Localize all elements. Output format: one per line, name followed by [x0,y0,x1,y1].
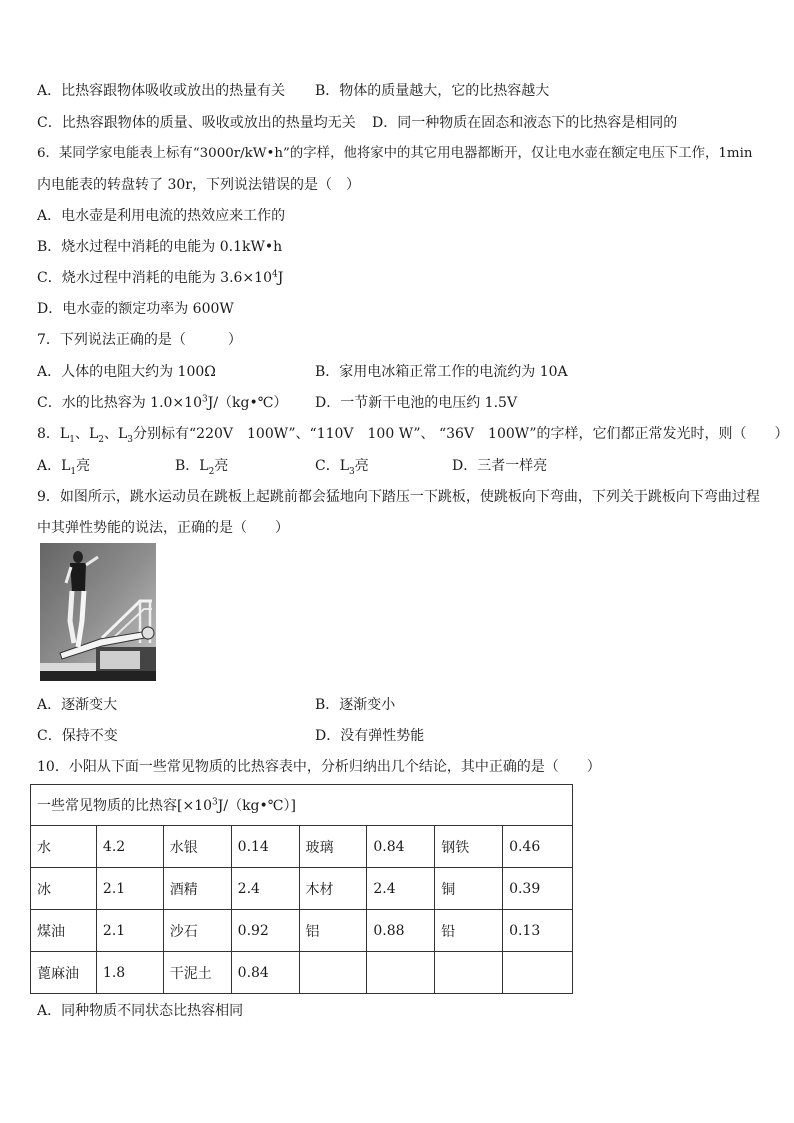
q7-stem: 7．下列说法正确的是（ ） [37,332,242,348]
table-cell: 2.1 [96,868,163,910]
table-cell: 铅 [435,910,503,952]
table-row [31,826,573,868]
q5-option-a: A．比热容跟物体吸收或放出的热量有关 [37,83,286,99]
table-cell [503,952,573,994]
q7-option-b: B．家用电冰箱正常工作的电流约为 10A [315,364,568,380]
q5-option-b: B．物体的质量越大，它的比热容越大 [315,83,550,99]
table-cell: 铜 [435,868,503,910]
table-cell: 干泥土 [163,952,231,994]
q9-option-b: B．逐渐变小 [315,697,396,713]
q6-option-b: B．烧水过程中消耗的电能为 0.1kW•h [37,239,283,255]
table-row [31,952,573,994]
table-cell: 2.1 [96,910,163,952]
q9-stem-line2: 中其弹性势能的说法，正确的是（ ） [37,520,289,536]
q5-option-d: D．同一种物质在固态和液态下的比热容是相同的 [372,115,678,131]
table-cell: 2.4 [367,868,435,910]
q9-stem-line1: 9．如图所示，跳水运动员在跳板上起跳前都会猛地向下踏压一下跳板，使跳板向下弯曲，下列关于跳板向下弯曲过程 [37,489,760,505]
q7-option-a: A．人体的电阻大约为 100Ω [37,364,216,380]
q8-option-c: C．$L_3$亮 [315,458,369,477]
q9-option-a: A．逐渐变大 [37,697,118,713]
table-cell: 0.84 [367,826,435,868]
specific-heat-table [30,784,573,994]
q8-option-b: B．$L_2$亮 [175,458,229,477]
q8-option-d: D．三者一样亮 [452,458,548,474]
q10-stem: 10．小阳从下面一些常见物质的比热容表中，分析归纳出几个结论，其中正确的是（ ） [37,759,601,775]
q7-option-c: C．水的比热容为 $1.0\times 10^3J/(kg•℃)$ [37,394,288,411]
table-cell: 蓖麻油 [31,952,97,994]
table-cell: 酒精 [163,868,231,910]
q9-option-d: D．没有弹性势能 [315,728,425,744]
table-cell: 0.39 [503,868,573,910]
q8-option-a: A．$L_1$亮 [37,458,91,477]
table-cell: 0.13 [503,910,573,952]
table-cell [435,952,503,994]
table-cell: 0.92 [231,910,299,952]
q10-option-a: A．同种物质不同状态比热容相同 [37,1003,244,1019]
diver-on-springboard-figure [40,543,156,681]
q6-option-c: C．烧水过程中消耗的电能为 $3.6\times 10^4J$ [37,269,284,286]
q6-option-d: D．电水壶的额定功率为 600W [37,301,234,317]
table-title: 一些常见物质的比热容$[\times 10^3J/(kg•℃)]$ [31,785,573,826]
table-row [31,910,573,952]
table-cell: 钢铁 [435,826,503,868]
q6-option-a: A．电水壶是利用电流的热效应来工作的 [37,208,286,224]
table-cell: 水 [31,826,97,868]
table-cell: 冰 [31,868,97,910]
table-cell: 水银 [163,826,231,868]
table-cell: 2.4 [231,868,299,910]
table-cell: 沙石 [163,910,231,952]
table-cell: 4.2 [96,826,163,868]
q9-option-c: C．保持不变 [37,728,118,744]
table-cell: 铝 [299,910,367,952]
table-title-row [31,785,573,826]
q8-stem: 8．$L_1$、$L_2$、$L_3$分别标有“220V 100W”、“110V 100 W”、 “36V 100W”的字样，它们都正常发光时，则（ ） [37,426,789,445]
table-cell: 0.84 [231,952,299,994]
table-cell: 1.8 [96,952,163,994]
table-cell: 0.46 [503,826,573,868]
table-row [31,868,573,910]
q5-option-c: C．比热容跟物体的质量、吸收或放出的热量均无关 [37,115,356,131]
table-cell: 0.88 [367,910,435,952]
table-cell [299,952,367,994]
table-cell: 0.14 [231,826,299,868]
q6-stem-line2: 内电能表的转盘转了 30r，下列说法错误的是（ ） [37,177,360,193]
q6-stem-line1: 6．某同学家电能表上标有“3000r/kW•h”的字样，他将家中的其它用电器都断开，仅让电水壶在额定电压下工作，1min [37,146,753,161]
table-cell: 煤油 [31,910,97,952]
q7-option-d: D．一节新干电池的电压约 1.5V [315,395,518,411]
table-cell: 木材 [299,868,367,910]
table-cell: 玻璃 [299,826,367,868]
table-cell [367,952,435,994]
